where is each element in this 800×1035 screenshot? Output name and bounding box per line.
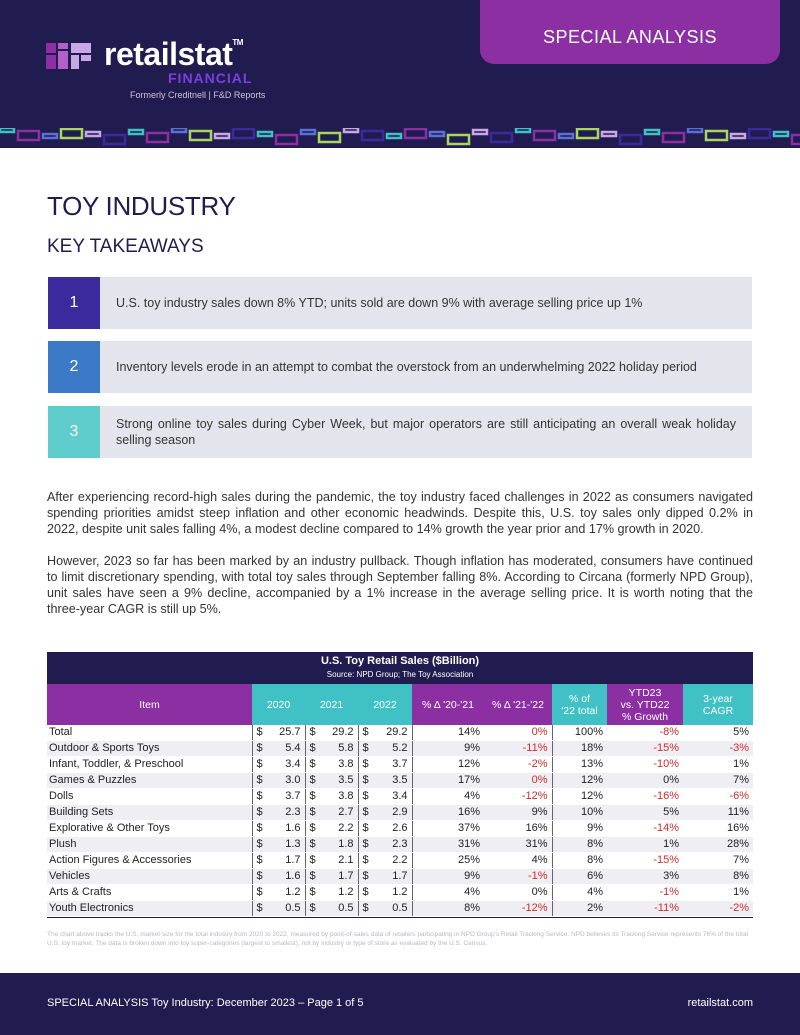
cell-2022: 3.7: [371, 757, 412, 773]
table-header: [47, 652, 753, 684]
currency-symbol: $: [305, 853, 318, 869]
table-row: [47, 853, 753, 869]
cell-ytd: -8%: [607, 725, 683, 741]
cell-ytd: 3%: [607, 869, 683, 885]
cell-2021: 29.2: [318, 725, 358, 741]
cell-cagr: 5%: [683, 725, 753, 741]
page-header: [0, 0, 800, 148]
column-header-change-2021: % Δ '20-'21: [412, 684, 484, 725]
cell-cagr: 8%: [683, 869, 753, 885]
currency-symbol: $: [305, 789, 318, 805]
cell-change-2021: 17%: [412, 773, 484, 789]
cell-change-2022: -12%: [484, 901, 552, 917]
table-row: [47, 837, 753, 853]
currency-symbol: $: [358, 853, 371, 869]
currency-symbol: $: [305, 885, 318, 901]
cell-cagr: -6%: [683, 789, 753, 805]
cell-share: 2%: [552, 901, 607, 917]
currency-symbol: $: [358, 901, 371, 917]
cell-2020: 3.7: [265, 789, 305, 805]
cell-change-2021: 25%: [412, 853, 484, 869]
body-paragraph: However, 2023 so far has been marked by an industry pullback. Though inflation has moderated, consumers have continued to limit discretionary spending, with total toy sales through September falling 8%. According to Circana (formerly NPD Group), unit sales have seen a 9% decline, accompanied by a 1% increase in the average selling price. It is worth noting that the three-year CAGR is still up 5%.: [47, 554, 753, 616]
currency-symbol: $: [252, 837, 265, 853]
currency-symbol: $: [305, 837, 318, 853]
cell-change-2022: -2%: [484, 757, 552, 773]
cell-2021: 5.8: [318, 741, 358, 757]
currency-symbol: $: [305, 821, 318, 837]
cell-cagr: 11%: [683, 805, 753, 821]
section-subtitle: KEY TAKEAWAYS: [47, 236, 204, 257]
cell-2020: 3.0: [265, 773, 305, 789]
table-row: [47, 741, 753, 757]
currency-symbol: $: [358, 741, 371, 757]
currency-symbol: $: [305, 869, 318, 885]
currency-symbol: $: [358, 837, 371, 853]
table-source: Source: NPD Group; The Toy Association: [326, 670, 474, 679]
takeaway-text: Inventory levels erode in an attempt to combat the overstock from an underwhelming 2022 holiday period: [116, 360, 697, 374]
takeaway-number: 3: [48, 406, 100, 458]
table-row: [47, 869, 753, 885]
cell-2020: 1.6: [265, 821, 305, 837]
column-header-2022: 2022: [358, 684, 412, 725]
retailstat-logo[interactable]: [46, 36, 306, 104]
cell-share: 8%: [552, 837, 607, 853]
column-header-change-2022: % Δ '21-'22: [484, 684, 552, 725]
cell-share: 18%: [552, 741, 607, 757]
currency-symbol: $: [305, 757, 318, 773]
row-item-label: Youth Electronics: [47, 901, 252, 917]
currency-symbol: $: [252, 821, 265, 837]
takeaway-text: U.S. toy industry sales down 8% YTD; units sold are down 9% with average selling price up 1%: [116, 296, 643, 310]
cell-2022: 3.5: [371, 773, 412, 789]
cell-2021: 3.8: [318, 757, 358, 773]
cell-cagr: 28%: [683, 837, 753, 853]
cell-change-2021: 37%: [412, 821, 484, 837]
cell-2020: 1.6: [265, 869, 305, 885]
cell-cagr: 1%: [683, 757, 753, 773]
cell-ytd: -14%: [607, 821, 683, 837]
row-item-label: Plush: [47, 837, 252, 853]
row-item-label: Total: [47, 725, 252, 741]
cell-change-2022: 0%: [484, 773, 552, 789]
cell-2021: 0.5: [318, 901, 358, 917]
row-item-label: Action Figures & Accessories: [47, 853, 252, 869]
currency-symbol: $: [358, 885, 371, 901]
cell-2021: 1.2: [318, 885, 358, 901]
table-footnote: The chart above tracks the U.S. market size for the total industry from 2020 to 2022, measured by point-of-sales data of retailers participating in NPD Group's Retail Tracking Service. NPD believes its Tracking Service represents 76% of the total U.S. toy market. The data is broken down into toy super-categories (largest to smallest), not by industry or type of store as evaluated by the U.S. Census.: [47, 931, 749, 947]
cell-ytd: 1%: [607, 837, 683, 853]
row-item-label: Games & Puzzles: [47, 773, 252, 789]
page-footer: [0, 973, 800, 1035]
row-item-label: Explorative & Other Toys: [47, 821, 252, 837]
takeaway-text: Strong online toy sales during Cyber Week, but major operators are still anticipating an overall weak holiday selling season: [116, 417, 736, 447]
cell-change-2021: 4%: [412, 885, 484, 901]
currency-symbol: $: [305, 741, 318, 757]
cell-2022: 3.4: [371, 789, 412, 805]
currency-symbol: $: [358, 805, 371, 821]
toy-sales-table: [47, 652, 753, 918]
cell-change-2021: 31%: [412, 837, 484, 853]
cell-2021: 2.7: [318, 805, 358, 821]
currency-symbol: $: [252, 805, 265, 821]
cell-2020: 2.3: [265, 805, 305, 821]
cell-change-2021: 9%: [412, 869, 484, 885]
row-item-label: Arts & Crafts: [47, 885, 252, 901]
cell-change-2021: 16%: [412, 805, 484, 821]
takeaway-item: [48, 277, 752, 329]
cell-2020: 5.4: [265, 741, 305, 757]
column-header-2021: 2021: [305, 684, 358, 725]
cell-2022: 2.2: [371, 853, 412, 869]
cell-share: 13%: [552, 757, 607, 773]
currency-symbol: $: [252, 757, 265, 773]
footer-website-link[interactable]: retailstat.com: [687, 997, 753, 1009]
currency-symbol: $: [358, 869, 371, 885]
logo-name: retailstat™: [104, 36, 243, 72]
cell-share: 12%: [552, 789, 607, 805]
decorative-pattern: [0, 128, 800, 148]
cell-2021: 2.1: [318, 853, 358, 869]
row-item-label: Infant, Toddler, & Preschool: [47, 757, 252, 773]
cell-2021: 2.2: [318, 821, 358, 837]
cell-share: 6%: [552, 869, 607, 885]
cell-cagr: 1%: [683, 885, 753, 901]
cell-2020: 25.7: [265, 725, 305, 741]
cell-share: 4%: [552, 885, 607, 901]
cell-2020: 1.7: [265, 853, 305, 869]
cell-cagr: -2%: [683, 901, 753, 917]
cell-2020: 1.2: [265, 885, 305, 901]
currency-symbol: $: [252, 789, 265, 805]
currency-symbol: $: [358, 789, 371, 805]
takeaway-number: 2: [48, 341, 100, 393]
currency-symbol: $: [305, 725, 318, 741]
cell-change-2021: 12%: [412, 757, 484, 773]
cell-change-2022: -1%: [484, 869, 552, 885]
column-header-cagr: 3-year CAGR: [683, 684, 753, 725]
cell-2021: 3.5: [318, 773, 358, 789]
table-row: [47, 725, 753, 741]
table-row: [47, 885, 753, 901]
currency-symbol: $: [252, 869, 265, 885]
logo-mark-icon: [46, 43, 94, 71]
table-row: [47, 805, 753, 821]
cell-cagr: 7%: [683, 853, 753, 869]
table-title: U.S. Toy Retail Sales ($Billion): [320, 655, 480, 667]
footer-page-info: SPECIAL ANALYSIS Toy Industry: December 2023 – Page 1 of 5: [47, 997, 364, 1009]
currency-symbol: $: [252, 741, 265, 757]
takeaway-number: 1: [48, 277, 100, 329]
cell-ytd: 5%: [607, 805, 683, 821]
cell-change-2022: 16%: [484, 821, 552, 837]
row-item-label: Building Sets: [47, 805, 252, 821]
cell-ytd: 0%: [607, 773, 683, 789]
cell-change-2021: 9%: [412, 741, 484, 757]
table-row: [47, 821, 753, 837]
currency-symbol: $: [252, 901, 265, 917]
logo-sub: FINANCIAL: [168, 70, 253, 86]
cell-ytd: -16%: [607, 789, 683, 805]
cell-2022: 2.6: [371, 821, 412, 837]
data-table: [47, 684, 753, 917]
cell-2022: 1.2: [371, 885, 412, 901]
currency-symbol: $: [305, 901, 318, 917]
cell-2021: 3.8: [318, 789, 358, 805]
cell-2022: 5.2: [371, 741, 412, 757]
cell-share: 12%: [552, 773, 607, 789]
currency-symbol: $: [305, 773, 318, 789]
cell-change-2022: -12%: [484, 789, 552, 805]
cell-2022: 0.5: [371, 901, 412, 917]
cell-ytd: -1%: [607, 885, 683, 901]
cell-share: 100%: [552, 725, 607, 741]
currency-symbol: $: [358, 821, 371, 837]
cell-change-2022: -11%: [484, 741, 552, 757]
page-title: TOY INDUSTRY: [47, 191, 236, 221]
cell-cagr: -3%: [683, 741, 753, 757]
table-row: [47, 901, 753, 917]
table-bottom-rule: [47, 917, 753, 918]
cell-cagr: 7%: [683, 773, 753, 789]
row-item-label: Outdoor & Sports Toys: [47, 741, 252, 757]
table-row: [47, 773, 753, 789]
cell-2020: 0.5: [265, 901, 305, 917]
cell-change-2021: 4%: [412, 789, 484, 805]
cell-change-2022: 31%: [484, 837, 552, 853]
cell-cagr: 16%: [683, 821, 753, 837]
cell-change-2021: 8%: [412, 901, 484, 917]
currency-symbol: $: [252, 853, 265, 869]
cell-ytd: -15%: [607, 741, 683, 757]
cell-share: 8%: [552, 853, 607, 869]
body-paragraph: After experiencing record-high sales during the pandemic, the toy industry faced challenges in 2022 as consumers navigated spending priorities amidst steep inflation and other economic headwinds. Despite this, U.S. toy sales only dipped 0.2% in 2022, despite unit sales falling 4%, a modest decline compared to 14% growth the year prior and 17% growth in 2020.: [47, 490, 753, 536]
special-analysis-badge: SPECIAL ANALYSIS: [480, 0, 780, 64]
cell-2022: 2.9: [371, 805, 412, 821]
currency-symbol: $: [252, 725, 265, 741]
currency-symbol: $: [252, 885, 265, 901]
table-row: [47, 789, 753, 805]
currency-symbol: $: [305, 805, 318, 821]
cell-ytd: -15%: [607, 853, 683, 869]
column-header-share: % of '22 total: [552, 684, 607, 725]
cell-2021: 1.8: [318, 837, 358, 853]
cell-change-2022: 4%: [484, 853, 552, 869]
cell-change-2021: 14%: [412, 725, 484, 741]
column-header-2020: 2020: [252, 684, 305, 725]
cell-2020: 1.3: [265, 837, 305, 853]
cell-2021: 1.7: [318, 869, 358, 885]
row-item-label: Vehicles: [47, 869, 252, 885]
cell-share: 9%: [552, 821, 607, 837]
cell-ytd: -10%: [607, 757, 683, 773]
column-header-item: Item: [47, 684, 252, 725]
currency-symbol: $: [358, 725, 371, 741]
cell-ytd: -11%: [607, 901, 683, 917]
cell-2022: 29.2: [371, 725, 412, 741]
column-header-ytd: YTD23 vs. YTD22 % Growth: [607, 684, 683, 725]
cell-2022: 2.3: [371, 837, 412, 853]
takeaway-item: [48, 341, 752, 393]
row-item-label: Dolls: [47, 789, 252, 805]
cell-change-2022: 9%: [484, 805, 552, 821]
cell-2022: 1.7: [371, 869, 412, 885]
logo-formerly: Formerly Creditnell | F&D Reports: [130, 90, 266, 100]
cell-change-2022: 0%: [484, 885, 552, 901]
currency-symbol: $: [358, 773, 371, 789]
table-row: [47, 757, 753, 773]
cell-change-2022: 0%: [484, 725, 552, 741]
cell-share: 10%: [552, 805, 607, 821]
takeaway-item: [48, 406, 752, 458]
currency-symbol: $: [252, 773, 265, 789]
cell-2020: 3.4: [265, 757, 305, 773]
currency-symbol: $: [358, 757, 371, 773]
